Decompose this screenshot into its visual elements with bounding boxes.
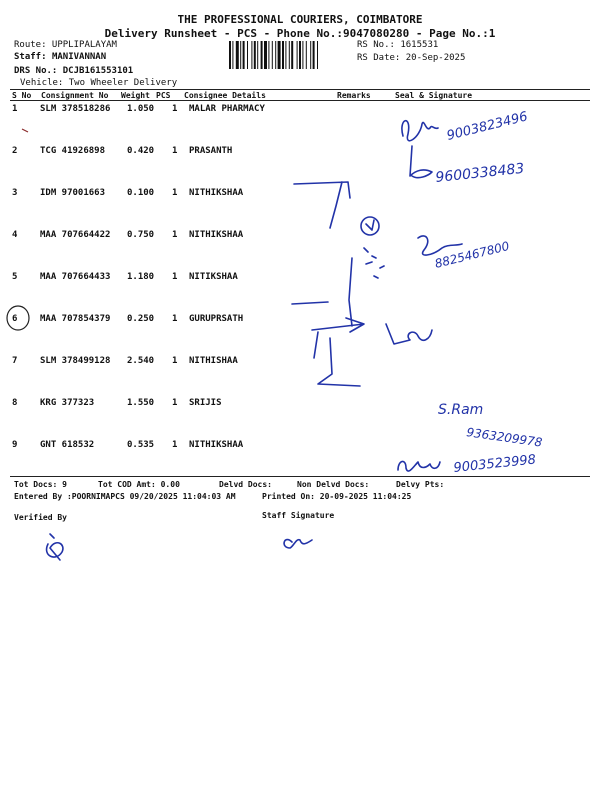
barcode-bar — [310, 41, 311, 69]
col-consignee: Consignee Details — [184, 91, 266, 100]
header-bottom-rule — [10, 100, 590, 101]
col-signature: Seal & Signature — [395, 91, 473, 100]
row-consignee: NITHIKSHAA — [189, 188, 244, 198]
verified-by-signature — [47, 534, 63, 560]
row-consignee: NITIKSHAA — [189, 272, 238, 282]
table-row — [0, 146, 600, 186]
row-pcs: 1 — [172, 104, 178, 114]
table-row — [0, 356, 600, 396]
staff — [14, 52, 106, 62]
tot-docs: Tot Docs: 9 — [14, 480, 67, 489]
table-row — [0, 440, 600, 480]
verified-by: Verified By — [14, 513, 67, 522]
row-pcs: 1 — [172, 230, 178, 240]
handwritten-phone-row9: 9003523998 — [452, 452, 537, 476]
rs-date: RS Date: 20-Sep-2025 — [357, 53, 466, 63]
route: Route: UPPLIPALAYAM — [14, 40, 117, 50]
col-weight: Weight — [121, 91, 150, 100]
barcode-bar — [236, 41, 239, 69]
barcode-bar — [289, 41, 290, 69]
row-sno: 4 — [12, 230, 18, 240]
row-sno: 2 — [12, 146, 18, 156]
row-consignment: MAA 707854379 — [40, 314, 111, 324]
row-weight: 1.050 — [127, 104, 155, 114]
handwritten-phone-row4: 8825467800 — [433, 238, 511, 271]
row-weight: 0.750 — [127, 230, 155, 240]
row-consignee: NITHISHAA — [189, 356, 238, 366]
barcode-bar — [264, 41, 267, 69]
tot-cod: Tot COD Amt: 0.00 — [98, 480, 180, 489]
barcode-bar — [282, 41, 284, 69]
row-pcs: 1 — [172, 188, 178, 198]
barcode — [229, 41, 354, 69]
col-remarks: Remarks — [337, 91, 371, 100]
row-weight: 0.535 — [127, 440, 155, 450]
barcode-bar — [229, 41, 231, 69]
handwritten-name-row8: S.Ram — [438, 402, 484, 418]
barcode-bar — [240, 41, 241, 69]
vehicle: Vehicle: Two Wheeler Delivery — [20, 78, 178, 88]
row-weight: 1.550 — [127, 398, 155, 408]
row-weight: 0.250 — [127, 314, 155, 324]
table-row — [0, 272, 600, 312]
table-row — [0, 188, 600, 228]
row-sno: 5 — [12, 272, 18, 282]
barcode-bar — [278, 41, 281, 69]
table-row — [0, 314, 600, 354]
row-consignment: KRG 377323 — [40, 398, 95, 408]
row-pcs: 1 — [172, 440, 178, 450]
barcode-bar — [247, 41, 248, 69]
row-consignment: GNT 618532 — [40, 440, 95, 450]
row-consignee: NITHIKSHAA — [189, 230, 244, 240]
row-weight: 0.100 — [127, 188, 155, 198]
barcode-bar — [297, 41, 298, 69]
staff-signature-scribble — [284, 540, 312, 548]
row-consignee: NITHIKSHAA — [189, 440, 244, 450]
handwritten-phone-row2: 9600338483 — [434, 160, 526, 186]
row-weight: 2.540 — [127, 356, 155, 366]
barcode-bar — [285, 41, 286, 69]
barcode-bar — [313, 41, 315, 69]
drs-number: DRS No.: DCJB161553101 — [14, 66, 134, 76]
row-consignment: TCG 41926898 — [40, 146, 106, 156]
col-pcs: PCS — [156, 91, 171, 100]
barcode-bar — [306, 41, 307, 69]
runsheet-subtitle: Delivery Runsheet - PCS - Phone No.:9047080280 - Page No.:1 — [104, 27, 496, 40]
barcode-bar — [254, 41, 256, 69]
row-pcs: 1 — [172, 314, 178, 324]
staff-label: Staff: — [14, 52, 47, 62]
row-consignment: IDM 97001663 — [40, 188, 106, 198]
staff-signature-label: Staff Signature — [262, 511, 335, 520]
row-pcs: 1 — [172, 272, 178, 282]
barcode-bar — [272, 41, 273, 69]
header-top-rule — [10, 89, 590, 90]
row-consignment: SLM 378499128 — [40, 356, 111, 366]
table-row — [0, 104, 600, 144]
row-consignee: PRASANTH — [189, 146, 233, 156]
handwritten-phone-row1: 9003823496 — [445, 109, 530, 144]
non-delvd-docs: Non Delvd Docs: — [297, 480, 370, 489]
barcode-bar — [251, 41, 252, 69]
row-pcs: 1 — [172, 356, 178, 366]
barcode-bar — [317, 41, 318, 69]
barcode-bar — [257, 41, 258, 69]
table-row — [0, 398, 600, 438]
printed-on: Printed On: 20-09-2025 11:04:25 — [262, 492, 412, 501]
barcode-bar — [291, 41, 293, 69]
barcode-bar — [261, 41, 263, 69]
row-consignee: GURUPRSATH — [189, 314, 244, 324]
row-pcs: 1 — [172, 398, 178, 408]
staff-name: MANIVANNAN — [51, 52, 107, 62]
barcode-bar — [302, 41, 303, 69]
barcode-bar — [243, 41, 245, 69]
row-consignee: SRIJIS — [189, 398, 222, 408]
col-sno: S No — [12, 91, 32, 100]
row-sno: 8 — [12, 398, 18, 408]
barcode-bar — [299, 41, 301, 69]
row-sno: 7 — [12, 356, 18, 366]
row-sno: 6 — [12, 314, 18, 324]
row-pcs: 1 — [172, 146, 178, 156]
col-consignment: Consignment No — [41, 91, 109, 100]
barcode-bar — [232, 41, 233, 69]
company-title: THE PROFESSIONAL COURIERS, COIMBATORE — [177, 13, 423, 26]
row-sno: 1 — [12, 104, 18, 114]
delvd-docs: Delvd Docs: — [219, 480, 272, 489]
footer-rule — [10, 476, 590, 477]
row-sno: 3 — [12, 188, 18, 198]
row-consignment: SLM 378518286 — [40, 104, 111, 114]
row-weight: 0.420 — [127, 146, 155, 156]
barcode-bar — [275, 41, 276, 69]
delvy-pts: Delvy Pts: — [396, 480, 445, 489]
row-weight: 1.180 — [127, 272, 155, 282]
barcode-bar — [268, 41, 269, 69]
rs-number: RS No.: 1615531 — [357, 40, 439, 50]
row-consignment: MAA 707664433 — [40, 272, 111, 282]
row-consignment: MAA 707664422 — [40, 230, 111, 240]
table-row — [0, 230, 600, 270]
row-consignee: MALAR PHARMACY — [189, 104, 265, 114]
entered-by: Entered By :POORNIMAPCS 09/20/2025 11:04:03 AM — [14, 492, 236, 501]
handwritten-phone-row8: 9363209978 — [465, 425, 544, 450]
row-sno: 9 — [12, 440, 18, 450]
